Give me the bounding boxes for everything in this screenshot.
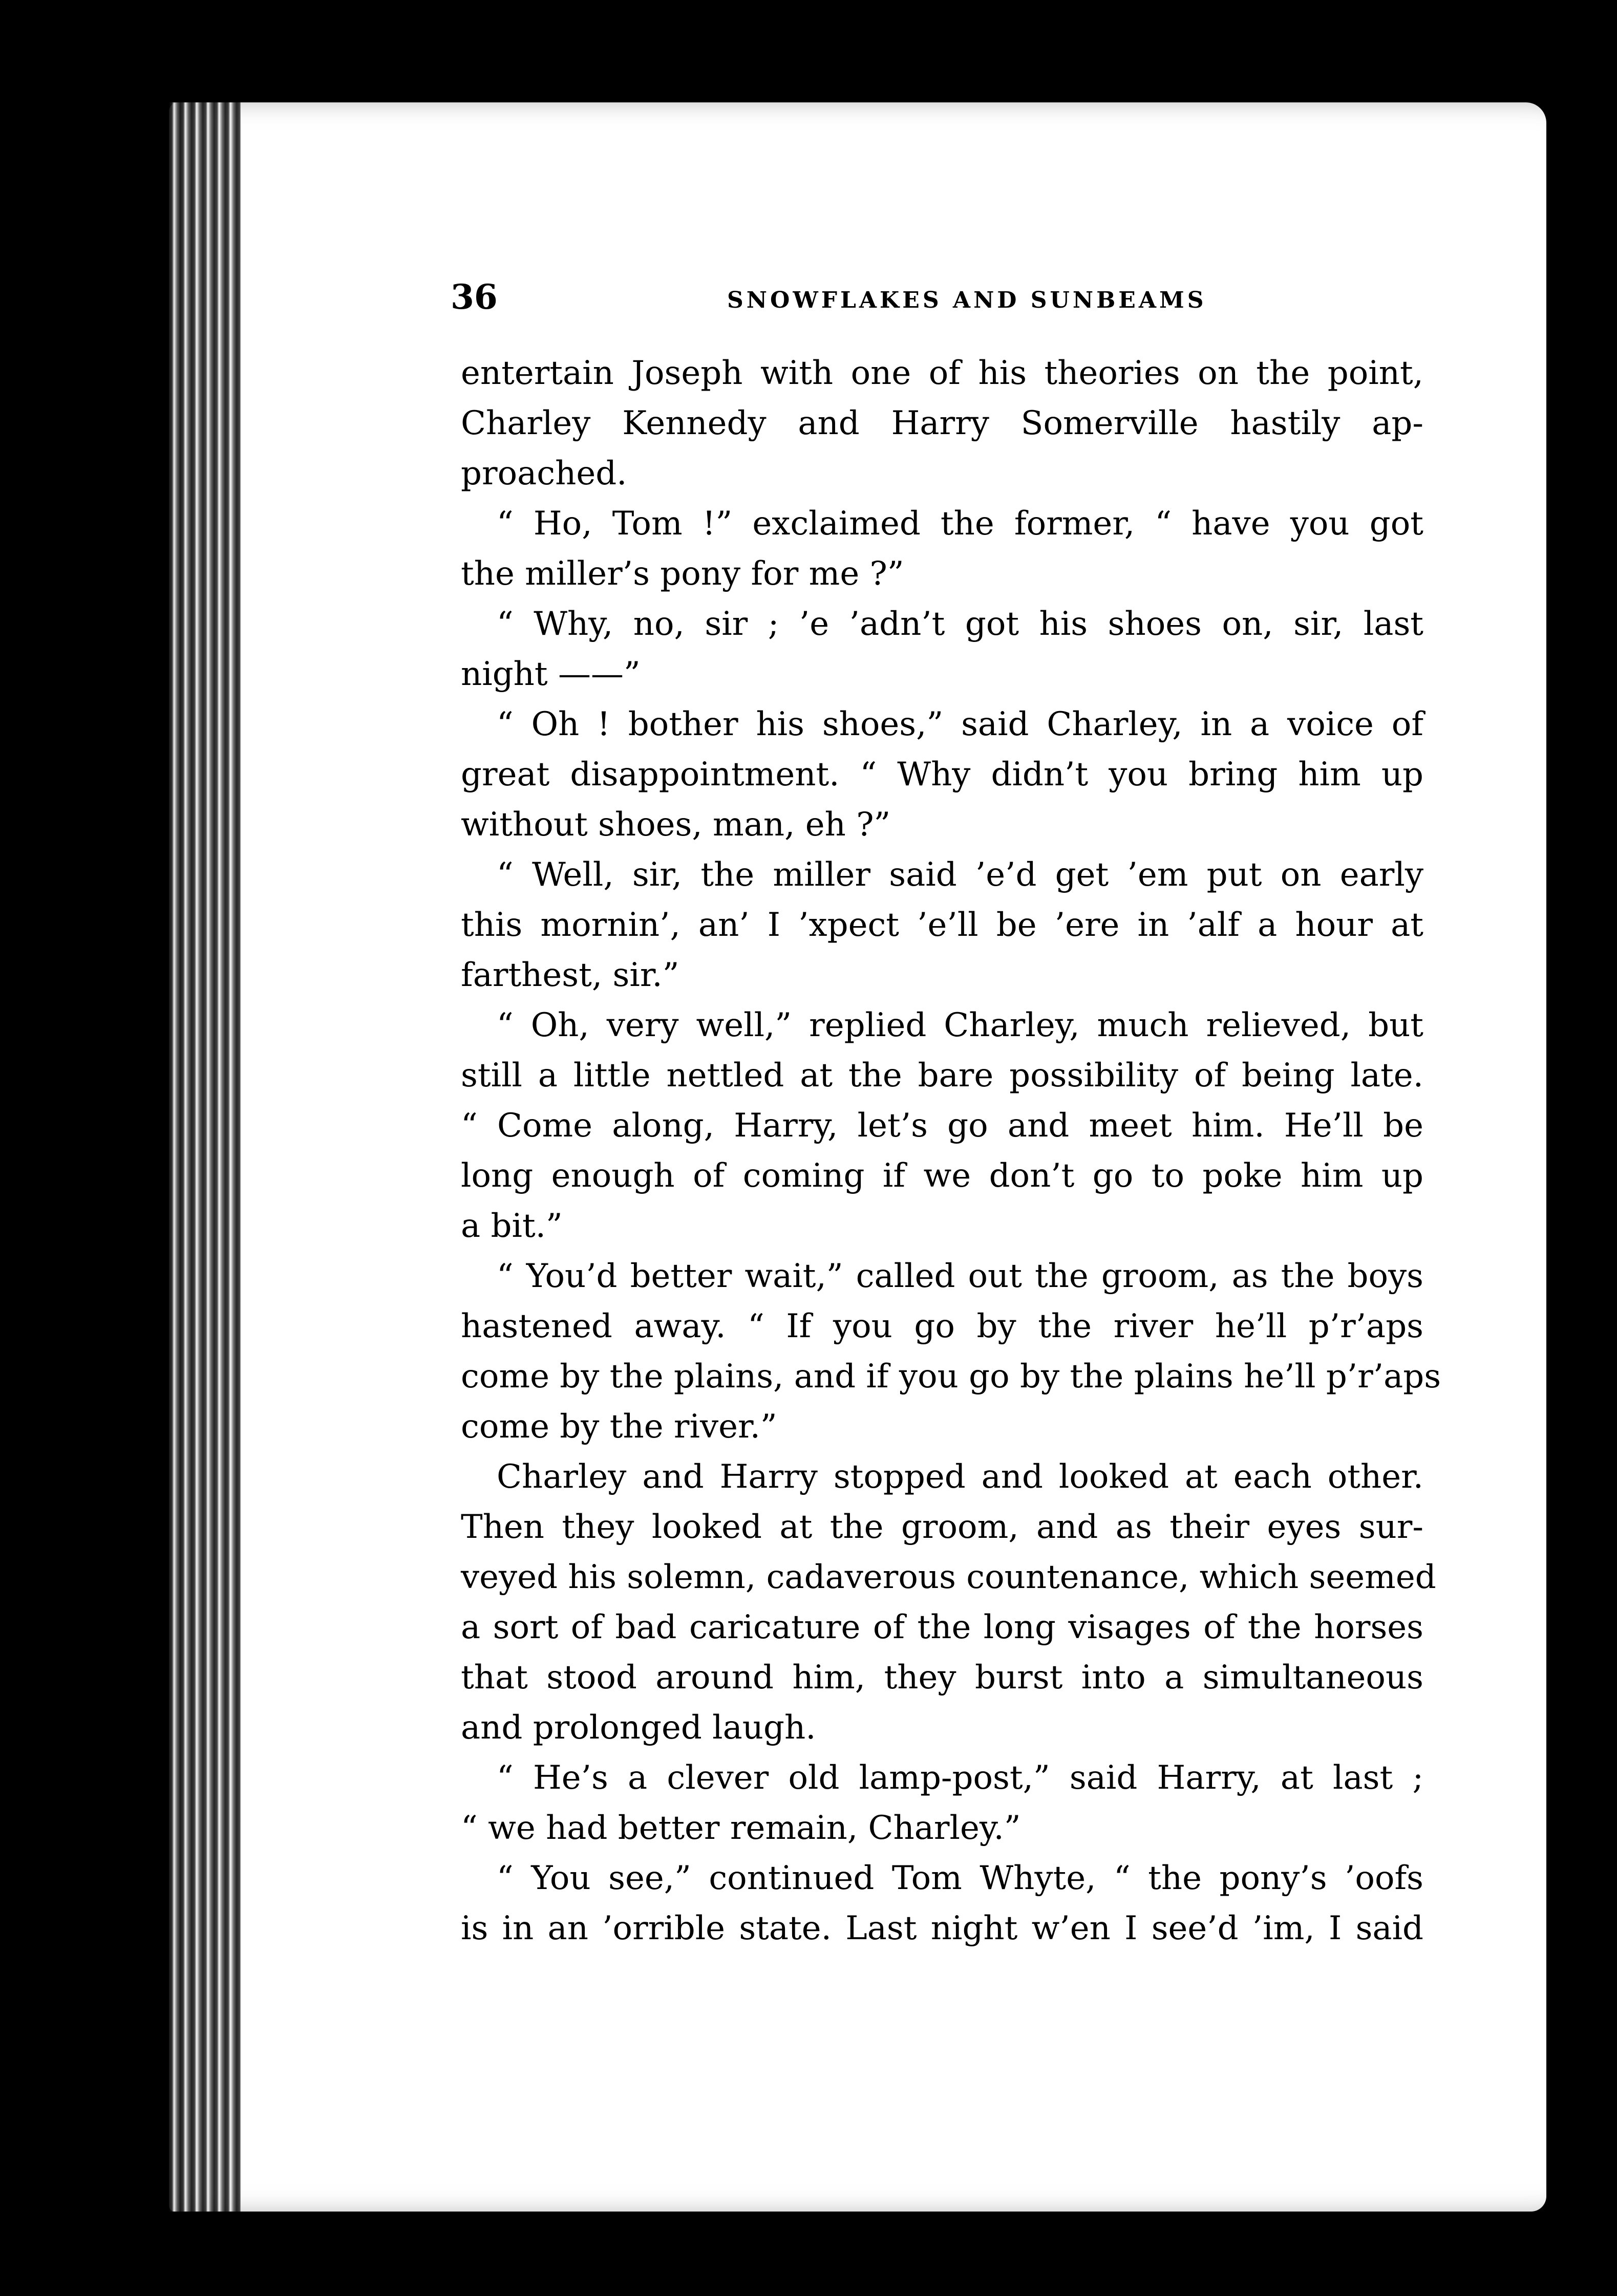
text-line: “ we had better remain, Charley.” <box>461 1809 1021 1847</box>
text-line: “ Well, sir, the miller said ’e’d get ’em put on early <box>497 856 1423 894</box>
text-line: Then they looked at the groom, and as their eyes sur- <box>461 1508 1423 1546</box>
text-line: Charley and Harry stopped and looked at each other. <box>497 1458 1423 1496</box>
page-gutter-shadow <box>169 102 241 2212</box>
text-line: entertain Joseph with one of his theories on the point, <box>461 354 1423 392</box>
text-line: without shoes, man, eh ?” <box>461 806 891 844</box>
text-line: night ——” <box>461 655 641 693</box>
text-line: still a little nettled at the bare possibility of being late. <box>461 1057 1423 1095</box>
text-line: “ Ho, Tom !” exclaimed the former, “ have you got <box>497 505 1423 543</box>
text-line: farthest, sir.” <box>461 956 679 994</box>
body-text <box>461 348 1441 1954</box>
text-line: a bit.” <box>461 1207 563 1245</box>
text-line: that stood around him, they burst into a simultaneous <box>461 1659 1423 1697</box>
text-line: “ Oh ! bother his shoes,” said Charley, in a voice of <box>497 705 1423 743</box>
text-line: great disappointment. “ Why didn’t you bring him up <box>461 756 1423 793</box>
text-line: a sort of bad caricature of the long visages of the horses <box>461 1608 1423 1646</box>
text-line: veyed his solemn, cadaverous countenance, which seemed <box>461 1558 1436 1596</box>
text-line: is in an ’orrible state. Last night w’en I see’d ’im, I said <box>461 1909 1423 1947</box>
text-line: “ He’s a clever old lamp-post,” said Harry, at last ; <box>497 1759 1423 1797</box>
text-line: “ Why, no, sir ; ’e ’adn’t got his shoes on, sir, last <box>497 605 1423 643</box>
text-line: come by the plains, and if you go by the plains he’ll p’r’aps <box>461 1358 1441 1396</box>
running-head: SNOWFLAKES AND SUNBEAMS <box>727 287 1207 313</box>
text-line: this mornin’, an’ I ’xpect ’e’ll be ’ere in ’alf a hour at <box>461 906 1423 944</box>
text-line: “ Oh, very well,” replied Charley, much relieved, but <box>497 1006 1423 1044</box>
page-header <box>451 271 1423 328</box>
text-line: hastened away. “ If you go by the river he’ll p’r’aps <box>461 1307 1423 1345</box>
page-number: 36 <box>451 277 498 317</box>
text-line: and prolonged laugh. <box>461 1709 816 1747</box>
text-line: the miller’s pony for me ?” <box>461 555 904 593</box>
text-line: “ Come along, Harry, let’s go and meet him. He’ll be <box>461 1107 1423 1145</box>
text-line: come by the river.” <box>461 1408 777 1446</box>
text-line: “ You’d better wait,” called out the groom, as the boys <box>497 1257 1423 1295</box>
text-line: long enough of coming if we don’t go to poke him up <box>461 1157 1423 1195</box>
text-line: Charley Kennedy and Harry Somerville hastily ap- <box>461 404 1423 442</box>
text-line: “ You see,” continued Tom Whyte, “ the pony’s ’oofs <box>497 1859 1423 1897</box>
text-line: proached. <box>461 455 627 492</box>
